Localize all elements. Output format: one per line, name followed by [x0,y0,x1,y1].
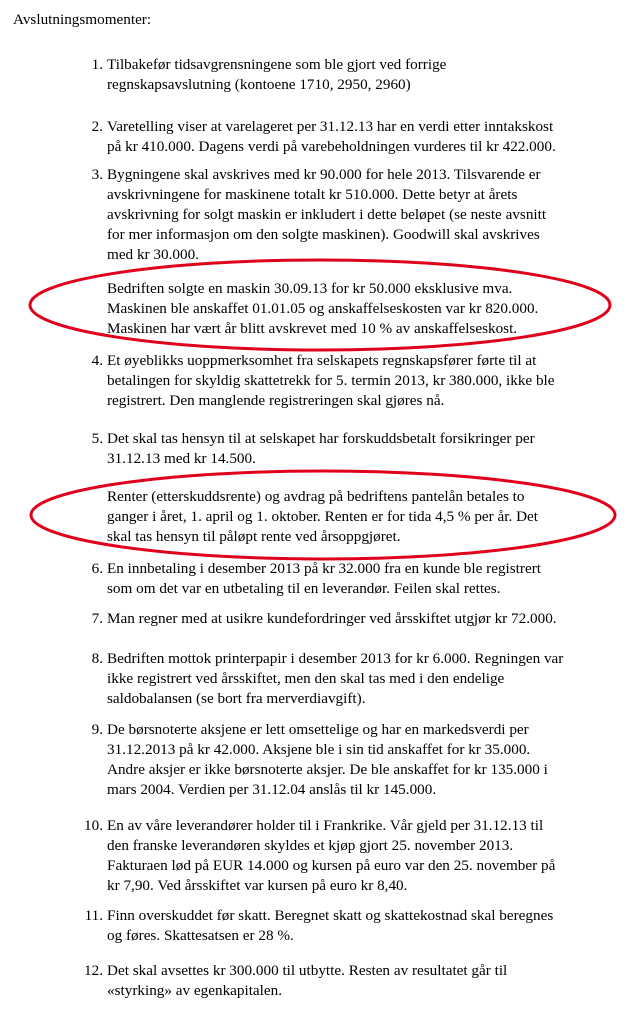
item-number: 4. [91,352,103,369]
item-text-line: registrert. Den manglende registreringen skal gjøres nå. [107,392,445,409]
item-number: 12. [84,962,103,979]
item-text-line: Man regner med at usikre kundefordringer ved årsskiftet utgjør kr 72.000. [107,610,557,627]
item-text-line: Bedriften mottok printerpapir i desember 2013 for kr 6.000. Regningen var [107,650,564,667]
item-text-line: En innbetaling i desember 2013 på kr 32.000 fra en kunde ble registrert [107,560,541,577]
item-text-line: regnskapsavslutning (kontoene 1710, 2950, 2960) [107,76,411,93]
item-text-line: for mer informasjon om den solgte maskinen). Goodwill skal avskrives [107,226,540,243]
item-number: 11. [84,907,103,924]
item-text-line: Det skal avsettes kr 300.000 til utbytte. Resten av resultatet går til [107,962,508,979]
item-text-line: mars 2004. Verdien per 31.12.04 anslås til kr 145.000. [107,781,437,798]
item-text-line: Renter (etterskuddsrente) og avdrag på bedriftens pantelån betales to [107,488,525,505]
item-number: 9. [91,721,103,738]
item-number: 10. [84,817,103,834]
item-number: 1. [91,56,103,73]
item-text-line: ikke registrert ved årsskiftet, men den skal tas med i den endelige [107,670,505,687]
item-text-line: Maskinen har vært år blitt avskrevet med 10 % av anskaffelseskost. [107,320,518,337]
item-text-line: Maskinen ble anskaffet 01.01.05 og anskaffelseskosten var kr 820.000. [107,300,539,317]
item-text-line: «styrking» av egenkapitalen. [107,982,283,999]
item-text-line: skal tas hensyn til påløpt rente ved årsoppgjøret. [107,528,401,545]
item-number: 5. [91,430,103,447]
item-text-line: den franske leverandøren skyldes et kjøp gjort 25. november 2013. [107,837,514,854]
item-text-line: Tilbakefør tidsavgrensningene som ble gjort ved forrige [107,56,447,73]
item-text-line: på kr 410.000. Dagens verdi på varebeholdningen vurderes til kr 422.000. [107,138,556,155]
item-text-line: En av våre leverandører holder til i Frankrike. Vår gjeld per 31.12.13 til [107,817,544,834]
item-text-line: Bygningene skal avskrives med kr 90.000 for hele 2013. Tilsvarende er [107,166,541,183]
item-text-line: Andre aksjer er ikke børsnoterte aksjer. De ble anskaffet for kr 135.000 i [107,761,548,778]
item-number: 6. [91,560,103,577]
item-number: 3. [91,166,103,183]
page-heading: Avslutningsmomenter: [13,11,152,28]
item-text-line: 31.12.2013 på kr 42.000. Aksjene ble i sin tid anskaffet for kr 35.000. [107,741,531,758]
item-text-line: avskrivningene for maskinene totalt kr 510.000. Dette betyr at årets [107,186,518,203]
item-text-line: 31.12.13 med kr 14.500. [107,450,256,467]
item-number: 7. [91,610,103,627]
item-text-line: Varetelling viser at varelageret per 31.12.13 har en verdi etter inntakskost [107,118,554,135]
item-text-line: avskrivning for solgt maskin er inkludert i dette beløpet (se neste avsnitt [107,206,547,223]
item-text-line: Fakturaen lød på EUR 14.000 og kursen på euro var den 25. november på [107,857,556,874]
item-text-line: og føres. Skattesatsen er 28 %. [107,927,294,944]
item-text-line: Finn overskuddet før skatt. Beregnet skatt og skattekostnad skal beregnes [107,907,554,924]
item-text-line: ganger i året, 1. april og 1. oktober. Renten er for tida 4,5 % per år. Det [107,508,539,525]
item-text-line: Et øyeblikks uoppmerksomhet fra selskapets regnskapsfører førte til at [107,352,537,369]
item-text-line: Det skal tas hensyn til at selskapet har forskuddsbetalt forsikringer per [107,430,535,447]
item-text-line: De børsnoterte aksjene er lett omsettelige og har en markedsverdi per [107,721,529,738]
item-number: 2. [91,118,103,135]
item-text-line: betalingen for skyldig skattetrekk for 5. termin 2013, kr 380.000, ikke ble [107,372,555,389]
item-number: 8. [91,650,103,667]
item-text-line: med kr 30.000. [107,246,199,263]
item-text-line: som om det var en utbetaling til en leverandør. Feilen skal rettes. [107,580,501,597]
item-text-line: Bedriften solgte en maskin 30.09.13 for kr 50.000 eksklusive mva. [107,280,513,297]
item-text-line: kr 7,90. Ved årsskiftet var kursen på euro kr 8,40. [107,877,408,894]
item-text-line: saldobalansen (se bort fra merverdiavgift). [107,690,366,707]
